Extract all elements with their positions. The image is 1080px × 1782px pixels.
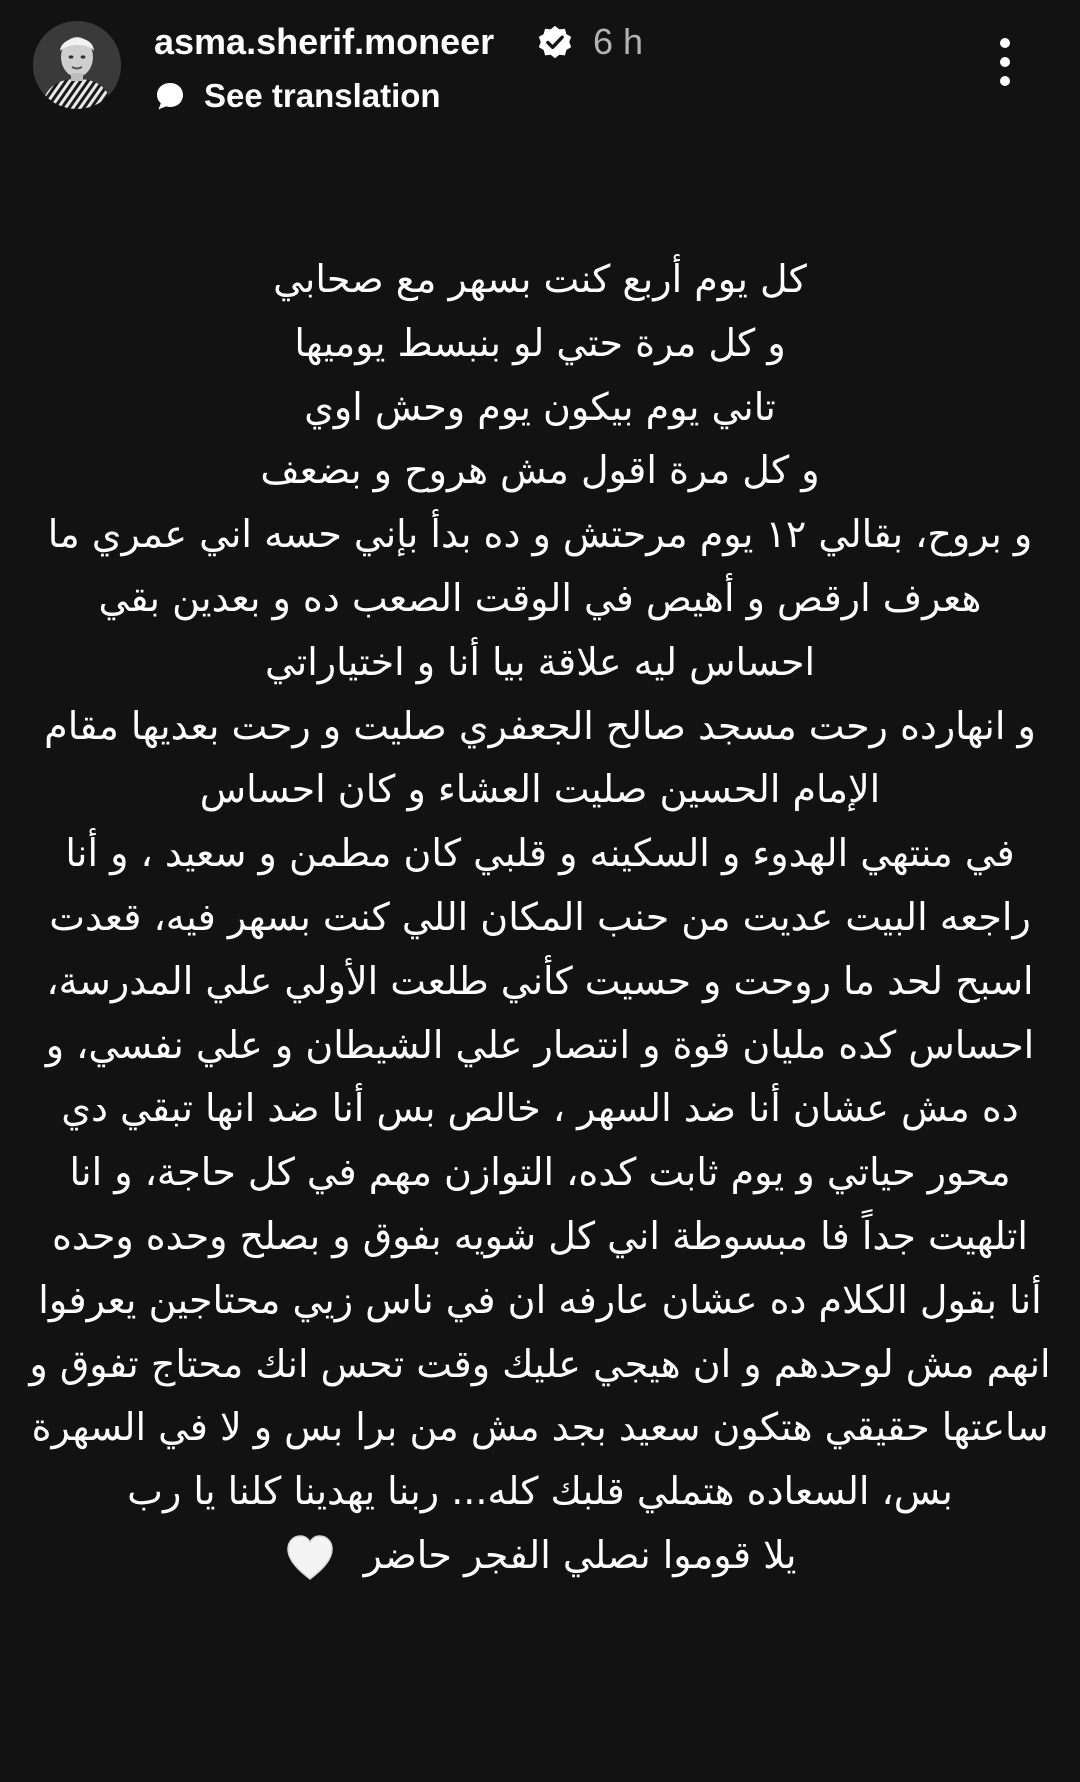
story-line: و كل مرة اقول مش هروح و بضعف <box>260 448 820 493</box>
see-translation-link[interactable] <box>154 74 441 118</box>
story-line: أنا بقول الكلام ده عشان عارفه ان في ناس زيي محتاجين يعرفوا <box>38 1277 1042 1322</box>
story-line: اسبح لحد ما روحت و حسيت كأني طلعت الأولي علي المدرسة، <box>46 958 1034 1003</box>
more-vertical-icon[interactable] <box>995 36 1015 88</box>
story-last-line-text: يلا قوموا نصلي الفجر حاضر <box>363 1532 797 1577</box>
story-line: الإمام الحسين صليت العشاء و كان احساس <box>199 767 881 812</box>
story-line: و انهارده رحت مسجد صالح الجعفري صليت و رحت بعديها مقام <box>44 703 1036 748</box>
story-line: كل يوم أربع كنت بسهر مع صحابي <box>273 257 807 301</box>
white-heart-icon <box>284 1533 336 1581</box>
story-text <box>20 248 1060 1588</box>
story-line: اتلهيت جداً فا مبسوطة اني كل شويه بفوق و بصلح وحده وحده <box>52 1213 1028 1258</box>
story-line: ده مش عشان أنا ضد السهر ، خالص بس أنا ضد انها تبقي دي <box>61 1086 1019 1131</box>
story-line: احساس ليه علاقة بيا أنا و اختياراتي <box>264 639 816 684</box>
story-line: انهم مش لوحدهم و ان هيجي عليك وقت تحس انك محتاج تفوق و <box>29 1341 1051 1386</box>
verified-badge-icon <box>536 24 574 62</box>
story-line: احساس كده مليان قوة و انتصار علي الشيطان و علي نفسي، و <box>45 1022 1035 1067</box>
story-header <box>0 0 1080 130</box>
speech-bubble-icon <box>154 80 186 112</box>
post-time: 6 h <box>593 21 644 62</box>
story-line: و كل مرة حتي لو بنبسط يوميها <box>294 320 786 365</box>
story-line: راجعه البيت عديت من حنب المكان اللي كنت بسهر فيه، قعدت <box>49 894 1031 939</box>
story-line: في منتهي الهدوء و السكينه و قلبي كان مطمن و سعيد ، و أنا <box>65 831 1015 876</box>
story-line: ساعتها حقيقي هتكون سعيد بجد مش من برا بس و لا في السهرة <box>31 1405 1049 1450</box>
story-line: هعرف ارقص و أهيص في الوقت الصعب ده و بعدين بقي <box>98 575 982 620</box>
story-last-line <box>20 1524 1060 1588</box>
story-line: بس، السعاده هتملي قلبك كله... ربنا يهدينا كلنا يا رب <box>127 1469 953 1514</box>
username[interactable]: asma.sherif.moneer <box>154 21 495 62</box>
story-line: و بروح، بقالي ١٢ يوم مرحتش و ده بدأ بإني حسه اني عمري ما <box>47 512 1033 557</box>
see-translation-label: See translation <box>204 77 441 114</box>
story-line: تاني يوم بيكون يوم وحش اوي <box>304 384 776 429</box>
story-line: محور حياتي و يوم ثابت كده، التوازن مهم في كل حاجة، و انا <box>69 1150 1011 1195</box>
avatar[interactable] <box>33 21 121 109</box>
